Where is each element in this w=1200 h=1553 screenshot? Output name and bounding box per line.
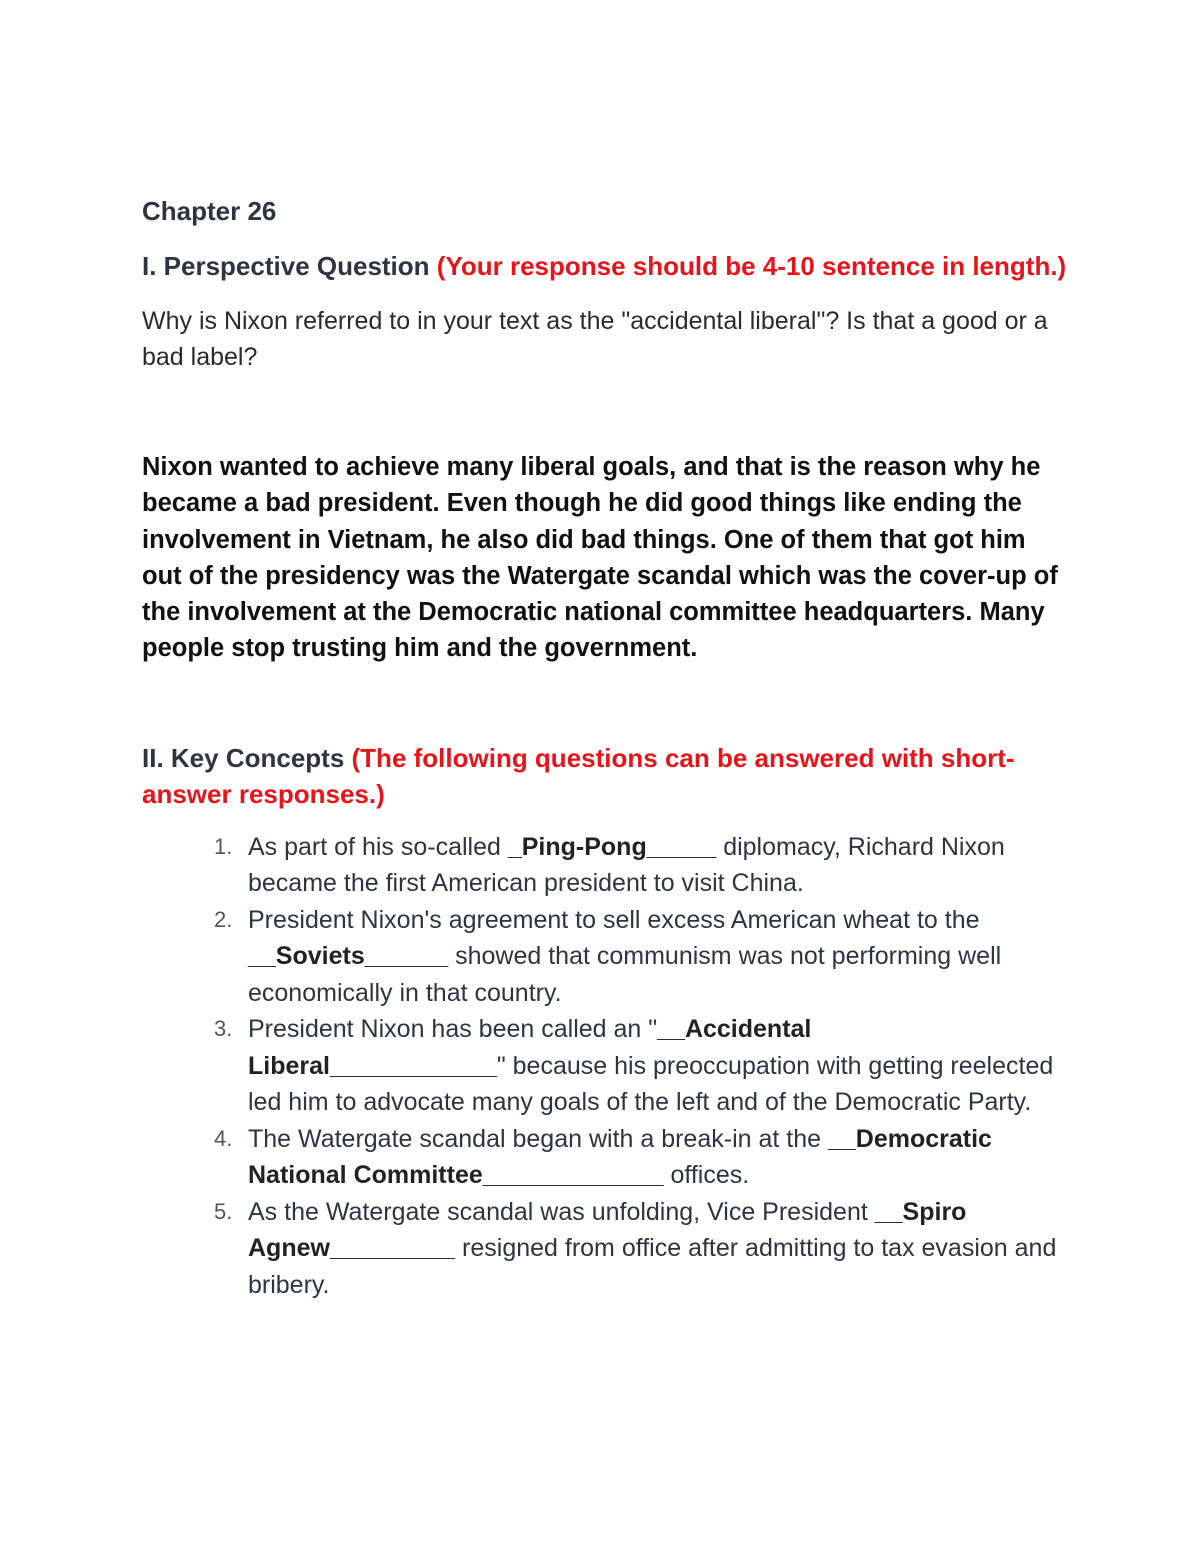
item-text: The Watergate scandal began with a break-in at the bbox=[248, 1124, 828, 1153]
key-concepts-list bbox=[142, 829, 1072, 1304]
section-heading-text: II. Key Concepts bbox=[142, 742, 345, 773]
item-number: 4. bbox=[214, 1125, 233, 1151]
fill-in-answer: __Spiro Agnew_________ bbox=[248, 1197, 967, 1263]
document-page bbox=[142, 193, 1072, 1303]
fill-in-answer: _Ping-Pong_____ bbox=[507, 832, 717, 861]
item-text: " because his preoccupation with getting reelected led him to advocate many goals of the left and of the Democratic Party. bbox=[248, 1051, 1054, 1117]
section-note: (The following questions can be answered with short-answer responses.) bbox=[142, 742, 1015, 809]
list-item bbox=[142, 1194, 1072, 1304]
section-note: (Your response should be 4-10 sentence in length.) bbox=[436, 251, 1067, 281]
section-key-concepts-heading bbox=[142, 740, 1072, 812]
fill-in-answer: __Democratic National Committee_____________ bbox=[248, 1124, 992, 1190]
list-item bbox=[142, 902, 1072, 1012]
list-item bbox=[142, 1121, 1072, 1194]
item-text: diplomacy, Richard Nixon became the first American president to visit China. bbox=[248, 832, 1005, 898]
item-number: 1. bbox=[214, 833, 233, 859]
perspective-answer: Nixon wanted to achieve many liberal goals, and that is the reason why he became a bad president. Even though he did good things like ending the involvement in Vietnam, he also did bad things. One of them that got him out of the presidency was the Watergate scandal which was the cover-up of the involvement at the Democratic national committee headquarters. Many people stop trusting him and the government. bbox=[142, 453, 1058, 663]
section-perspective-heading bbox=[142, 248, 1072, 284]
item-text: resigned from office after admitting to tax evasion and bribery. bbox=[248, 1234, 1057, 1299]
item-text: As the Watergate scandal was unfolding, Vice President bbox=[248, 1197, 875, 1226]
item-text: President Nixon has been called an " bbox=[248, 1015, 658, 1044]
item-text: offices. bbox=[663, 1161, 750, 1190]
section-heading-text: I. Perspective Question bbox=[142, 251, 430, 281]
item-text: President Nixon's agreement to sell excess American wheat to the bbox=[248, 905, 980, 934]
item-number: 5. bbox=[214, 1198, 233, 1224]
chapter-title: Chapter 26 bbox=[142, 196, 277, 226]
item-text: showed that communism was not performing well economically in that country. bbox=[248, 942, 1002, 1007]
item-number: 3. bbox=[214, 1016, 233, 1042]
list-item bbox=[142, 829, 1072, 902]
item-text: As part of his so-called bbox=[248, 832, 508, 861]
perspective-prompt: Why is Nixon referred to in your text as the "accidental liberal"? Is that a good or a bad label? bbox=[142, 307, 1048, 371]
item-number: 2. bbox=[214, 906, 233, 932]
list-item bbox=[142, 1011, 1072, 1121]
fill-in-answer: __Soviets______ bbox=[248, 942, 449, 971]
fill-in-answer: __Accidental Liberal____________ bbox=[248, 1015, 812, 1080]
